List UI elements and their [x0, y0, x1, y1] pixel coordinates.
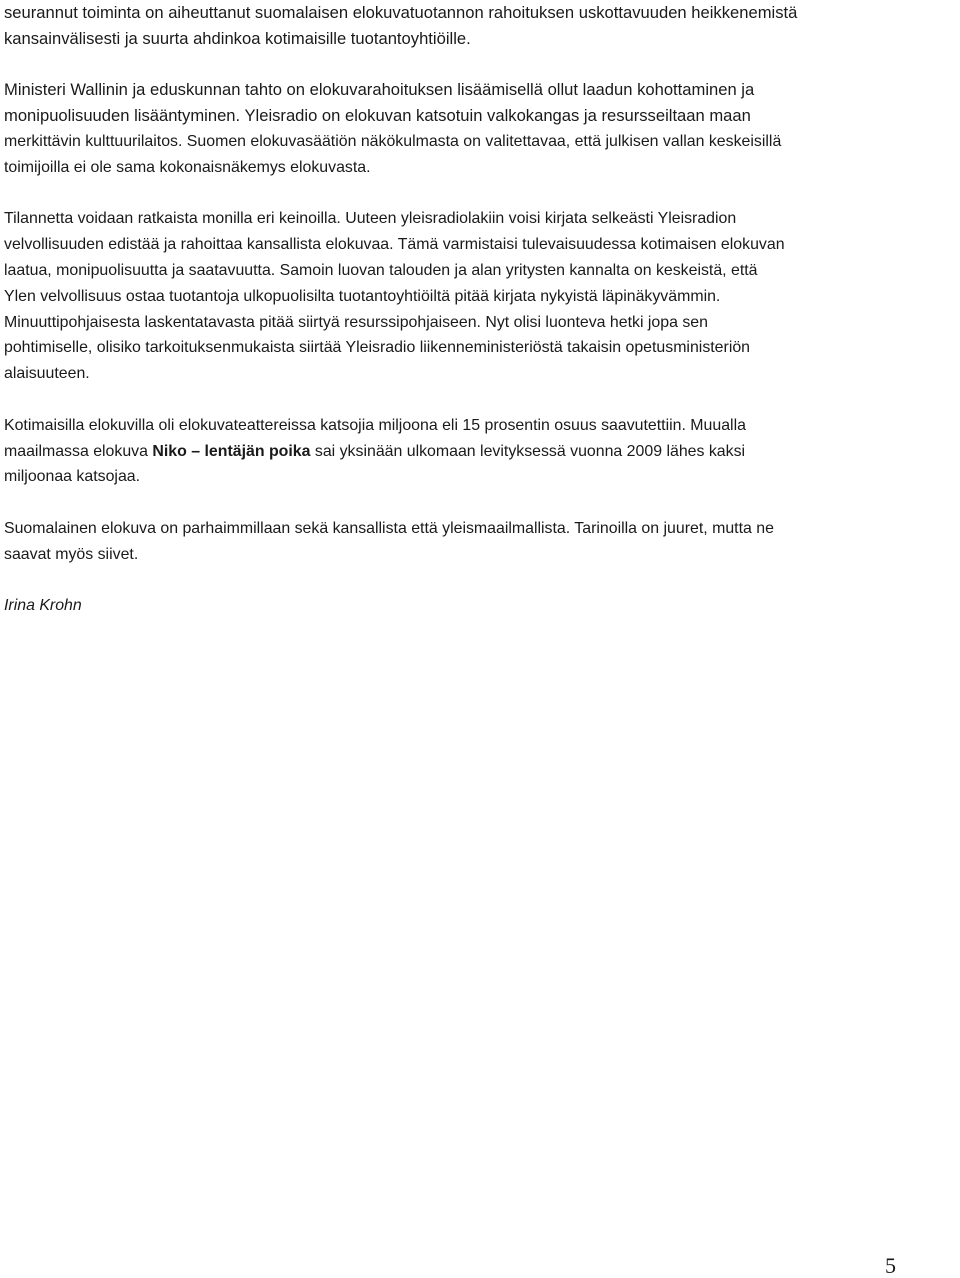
text-line: saavat myös siivet. — [4, 545, 139, 563]
paragraph-conclusion — [4, 516, 959, 568]
page-number: 5 — [885, 1253, 896, 1278]
text-line: merkittävin kulttuurilaitos. Suomen elokuvasäätiön näkökulmasta on valitettavaa, että julkisen vallan keskeisillä — [4, 132, 782, 150]
text-line: laatua, monipuolisuutta ja saatavuutta. Samoin luovan talouden ja alan yritysten kannalta on keskeistä, että — [4, 261, 758, 279]
text-line: pohtimiselle, olisiko tarkoituksenmukaista siirtää Yleisradio liikenneministeriöstä takaisin opetusministeriön — [4, 339, 751, 357]
text-line: Ministeri Wallinin ja eduskunnan tahto on elokuvarahoituksen lisäämisellä ollut laadun kohottaminen ja — [4, 80, 755, 100]
text-line: toimijoilla ei ole sama kokonaisnäkemys elokuvasta. — [4, 158, 371, 176]
text-line: miljoonaa katsojaa. — [4, 468, 141, 486]
text-line: Tilannetta voidaan ratkaista monilla eri keinoilla. Uuteen yleisradiolakiin voisi kirjata selkeästi Yleisradion — [4, 210, 737, 228]
text-line: Suomalainen elokuva on parhaimmillaan sekä kansallista että yleismaailmallista. Tarinoilla on juuret, mutta ne — [4, 519, 774, 537]
document-page — [4, 0, 959, 619]
text-line: alaisuuteen. — [4, 365, 90, 383]
text-segment: sai yksinään ulkomaan levityksessä vuonna 2009 lähes kaksi — [310, 442, 746, 460]
text-segment: maailmassa elokuva — [4, 442, 153, 460]
text-line: velvollisuuden edistää ja rahoittaa kansallista elokuvaa. Tämä varmistaisi tulevaisuudessa kotimaisen elokuvan — [4, 236, 785, 254]
paragraph-ministry-intent — [4, 77, 959, 180]
text-line — [4, 439, 959, 465]
text-line: seurannut toiminta on aiheuttanut suomalaisen elokuvatuotannon rahoituksen uskottavuuden heikkenemistä — [4, 3, 798, 22]
text-line: monipuolisuuden lisääntyminen. Yleisradio on elokuvan katsotuin valkokangas ja resursseiltaan maan — [4, 106, 751, 126]
signature-block — [4, 593, 959, 619]
film-title: Niko – lentäjän poika — [152, 442, 311, 460]
text-line: Kotimaisilla elokuvilla oli elokuvateattereissa katsojia miljoona eli 15 prosentin osuus saavutettiin. Muualla — [4, 416, 746, 434]
text-line: Minuuttipohjaisesta laskentatavasta pitää siirtyä resurssipohjaiseen. Nyt olisi luonteva hetki jopa sen — [4, 313, 708, 331]
paragraph-audience-figures — [4, 413, 959, 490]
text-line: kansainvälisesti ja suurta ahdinkoa kotimaisille tuotantoyhtiöille. — [4, 28, 471, 48]
paragraph-funding-credibility — [4, 0, 959, 52]
paragraph-solutions — [4, 206, 959, 387]
text-line: Ylen velvollisuus ostaa tuotantoja ulkopuolisilta tuotantoyhtiöiltä pitää kirjata nykyistä läpinäkyvämmin. — [4, 287, 721, 305]
signature: Irina Krohn — [4, 597, 82, 615]
